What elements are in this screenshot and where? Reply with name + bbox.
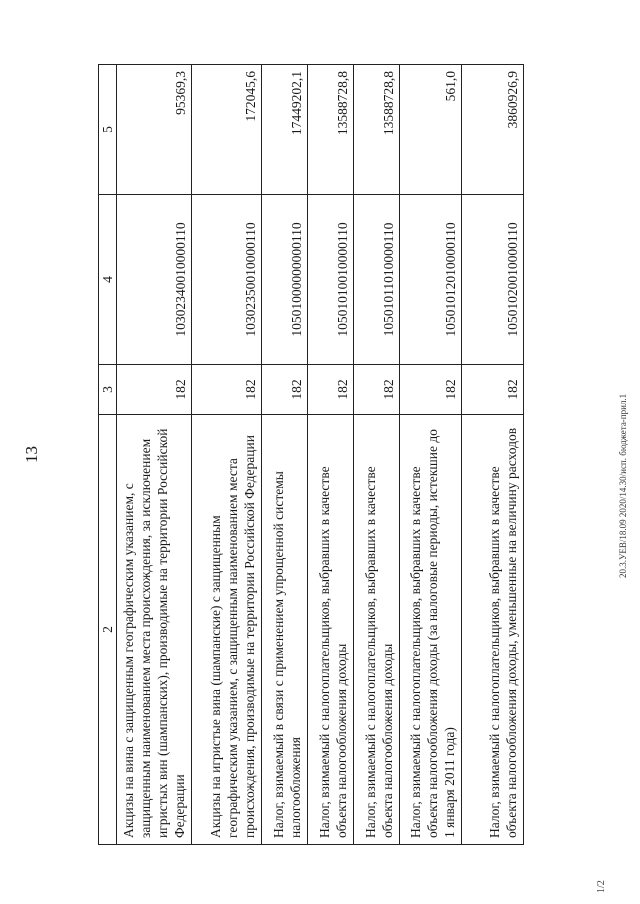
row-name: Налог, взимаемый с налогоплательщиков, выбравших в качестве объекта налогообложения доходы, уменьшенные на величину расходов [462,415,524,845]
row-kbk: 10501012010000110 [400,195,462,365]
row-name: Налог, взимаемый с налогоплательщиков, выбравших в качестве объекта налогообложения доходы (за налоговые периоды, истекшие до 1 января 2011 года) [400,415,462,845]
row-amount: 95369,3 [117,65,192,195]
table-row [400,65,462,845]
row-name: Налог, взимаемый в связи с применением упрощенной системы налогообложения [262,415,308,845]
column-header-admin-code: 3 [99,365,117,415]
table-row [308,65,354,845]
row-kbk: 10302350010000110 [192,195,262,365]
table-header-row [99,65,117,845]
row-kbk: 10501020010000110 [462,195,524,365]
row-admin-code: 182 [117,365,192,415]
row-amount: 13588728,8 [354,65,400,195]
row-admin-code: 182 [192,365,262,415]
row-admin-code: 182 [400,365,462,415]
row-kbk: 10501000000000110 [262,195,308,365]
page-number: 13 [22,446,41,463]
row-name: Налог, взимаемый с налогоплательщиков, выбравших в качестве объекта налогообложения доходы [354,415,400,845]
row-name: Налог, взимаемый с налогоплательщиков, выбравших в качестве объекта налогообложения доходы [308,415,354,845]
document-stamp: 20.3.УЕВ/18.09 2020/14.30/исп. бюджета-прил.1 [618,393,628,578]
row-admin-code: 182 [462,365,524,415]
table-row [262,65,308,845]
column-header-name: 2 [99,415,117,845]
row-amount: 13588728,8 [308,65,354,195]
column-header-amount: 5 [99,65,117,195]
row-admin-code: 182 [308,365,354,415]
table-row [462,65,524,845]
row-admin-code: 182 [354,365,400,415]
row-amount: 561,0 [400,65,462,195]
table-row [354,65,400,845]
table-row [117,65,192,845]
column-header-kbk: 4 [99,195,117,365]
row-name: Акцизы на вина с защищенным географическим указанием, с защищенным наименованием места происхождения, за исключением игристых вин (шампанских), производимые на территории Российской Федерации [117,415,192,845]
corner-mark: 1/2 [596,880,607,893]
table-row [192,65,262,845]
row-amount: 17449202,1 [262,65,308,195]
row-kbk: 10501010010000110 [308,195,354,365]
budget-revenue-table [98,64,524,845]
row-amount: 3860926,9 [462,65,524,195]
row-admin-code: 182 [262,365,308,415]
row-kbk: 10302340010000110 [117,195,192,365]
row-name: Акцизы на игристые вина (шампанские) с защищенным географическим указанием, с защищенным наименованием места происхождения, производимые на территории Российской Федерации [192,415,262,845]
row-kbk: 10501011010000110 [354,195,400,365]
row-amount: 172045,6 [192,65,262,195]
rotated-table-container [98,65,544,845]
